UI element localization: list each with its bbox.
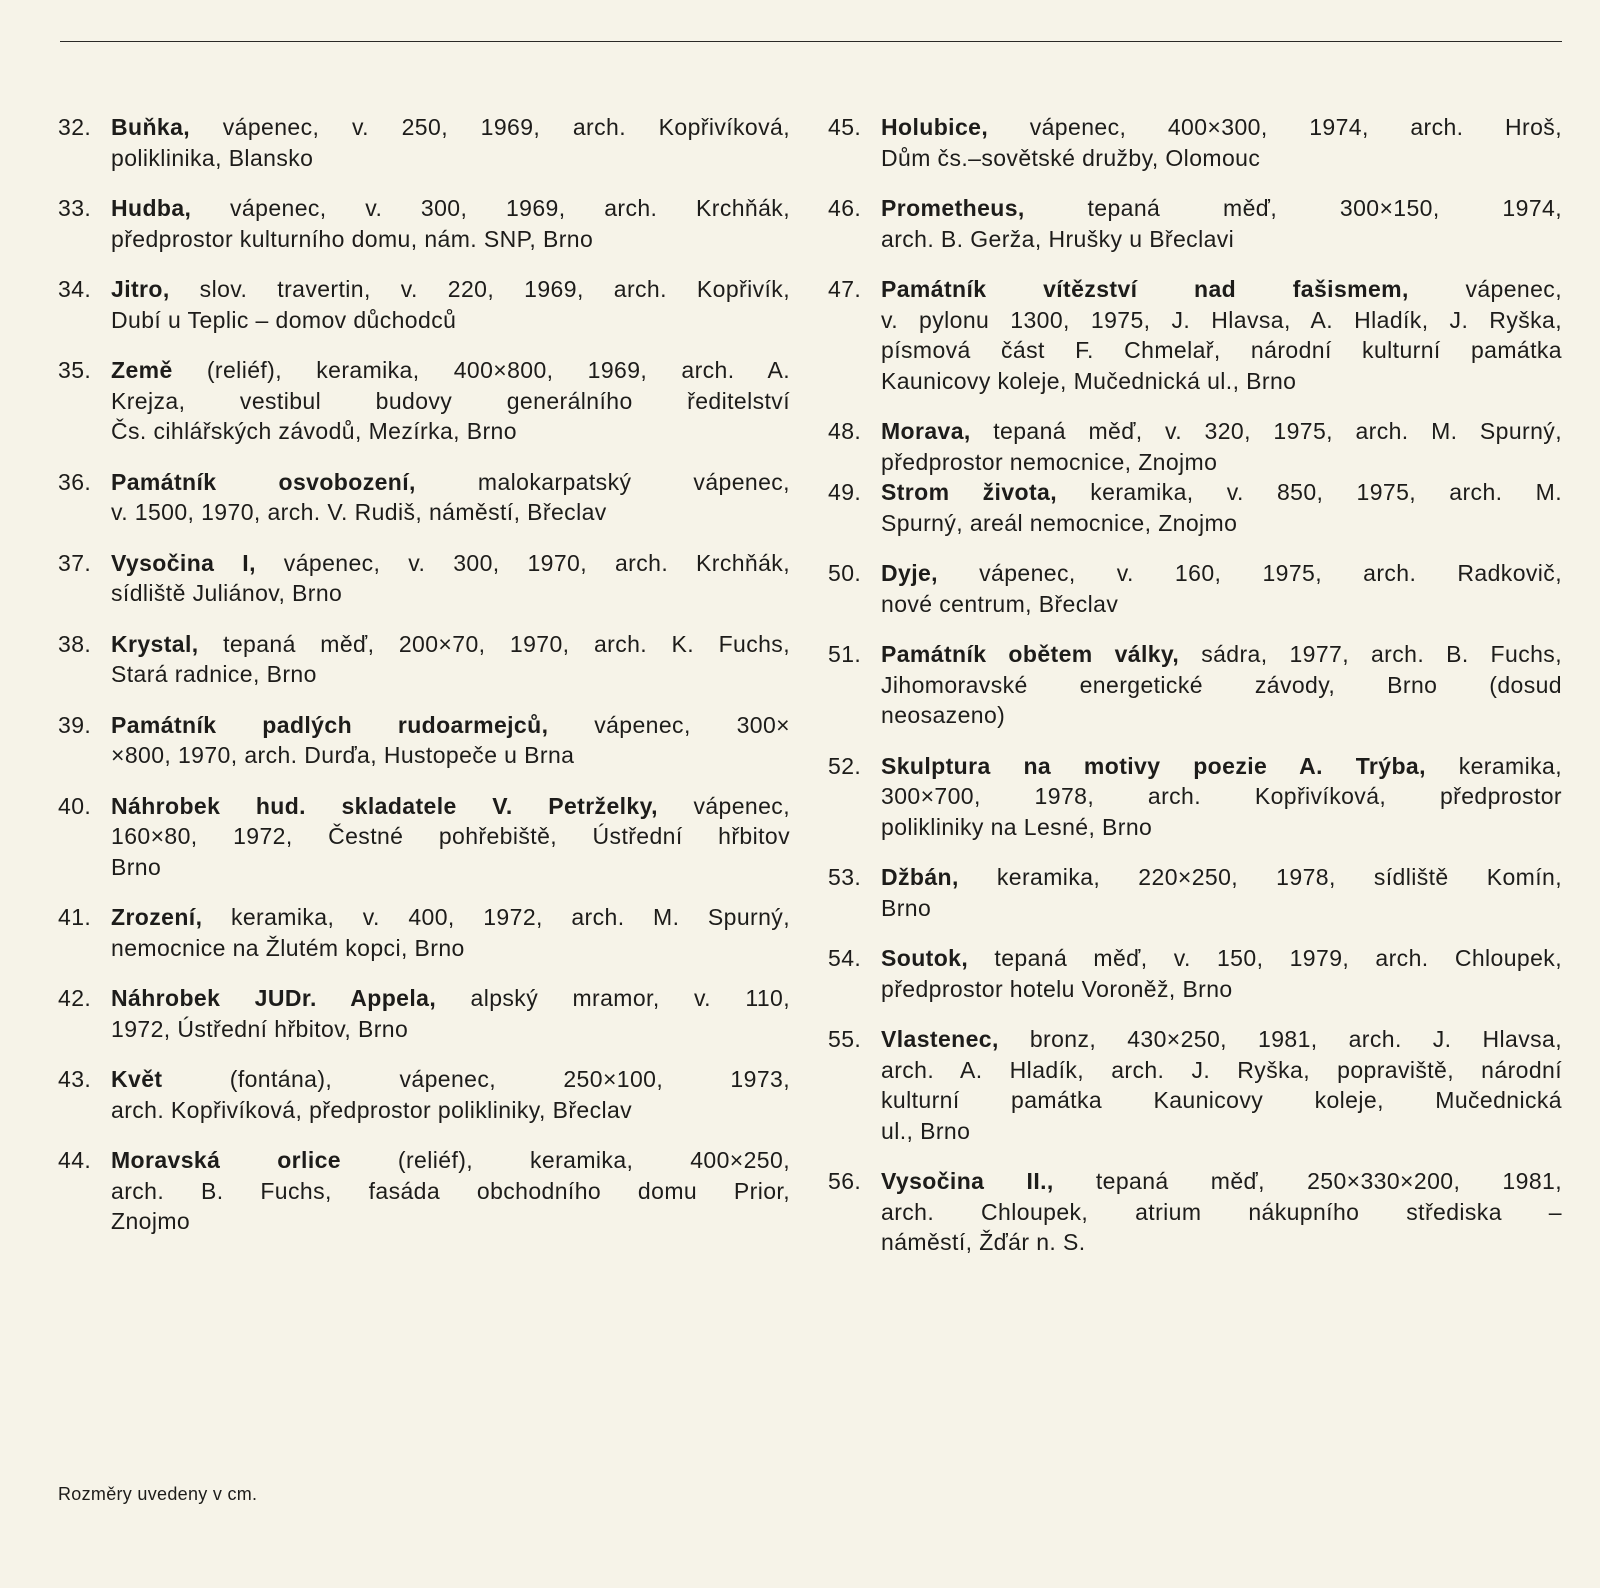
entry-text: alpský mramor, v. 110, bbox=[470, 985, 791, 1011]
entry-title: Hudba, bbox=[111, 195, 192, 221]
entry-line bbox=[881, 862, 1562, 893]
entry-text: vápenec, 400×300, 1974, arch. Hroš, bbox=[1029, 114, 1562, 140]
entry-line bbox=[881, 1085, 1562, 1116]
entry-line bbox=[881, 670, 1562, 701]
entry-line bbox=[881, 224, 1562, 255]
entry-title: Květ bbox=[111, 1066, 163, 1092]
entry-text: arch. Kopřivíková, předprostor polikliniky, Břeclav bbox=[111, 1096, 633, 1123]
entry-title: Prometheus, bbox=[881, 195, 1025, 221]
entry-text: tepaná měď, 200×70, 1970, arch. K. Fuchs, bbox=[223, 630, 790, 657]
entry-text: tepaná měď, v. 320, 1975, arch. M. Spurný, bbox=[993, 418, 1562, 444]
entry-number: 51. bbox=[828, 641, 862, 667]
entry-text: vápenec, v. 300, 1970, arch. Krchňák, bbox=[283, 549, 790, 576]
entry-text: sádra, 1977, arch. B. Fuchs, bbox=[1201, 641, 1562, 667]
entry-number: 45. bbox=[828, 114, 862, 140]
entry-number: 35. bbox=[58, 357, 92, 383]
catalog-entry bbox=[828, 943, 1562, 1004]
entry-line bbox=[881, 112, 1562, 143]
entry-line bbox=[111, 933, 790, 964]
entry-line bbox=[111, 629, 790, 660]
catalog-entry bbox=[828, 416, 1562, 477]
entry-number: 47. bbox=[828, 276, 862, 302]
entry-title: Památník obětem války, bbox=[881, 641, 1180, 667]
entry-number: 42. bbox=[58, 985, 92, 1011]
entry-title: Džbán, bbox=[881, 864, 959, 890]
entry-line bbox=[881, 193, 1562, 224]
entry-line bbox=[881, 366, 1562, 397]
entry-line bbox=[111, 143, 790, 174]
entry-text: nemocnice na Žlutém kopci, Brno bbox=[111, 934, 465, 961]
entry-text: Dubí u Teplic – domov důchodců bbox=[111, 306, 457, 333]
entry-text: vápenec, bbox=[1465, 276, 1562, 302]
entry-line bbox=[881, 335, 1562, 366]
entry-line bbox=[111, 1206, 790, 1237]
entry-line bbox=[111, 1064, 790, 1095]
entry-title: Vysočina I, bbox=[111, 549, 256, 576]
entry-number: 32. bbox=[58, 114, 92, 140]
entry-text: náměstí, Žďár n. S. bbox=[881, 1229, 1086, 1255]
catalog-entry bbox=[828, 193, 1562, 254]
catalog-entry bbox=[58, 1145, 790, 1237]
entry-line bbox=[111, 112, 790, 143]
entry-text: malokarpatský vápenec, bbox=[477, 468, 790, 495]
entry-title: Náhrobek JUDr. Appela, bbox=[111, 985, 437, 1011]
right-column bbox=[828, 112, 1562, 1278]
entry-title: Vysočina II., bbox=[881, 1168, 1054, 1194]
entry-text: slov. travertin, v. 220, 1969, arch. Kopřivík, bbox=[199, 276, 790, 302]
entry-number: 48. bbox=[828, 418, 862, 444]
footnote: Rozměry uvedeny v cm. bbox=[58, 1484, 258, 1504]
entry-line bbox=[111, 578, 790, 609]
entry-line bbox=[111, 548, 790, 579]
entry-text: ×800, 1970, arch. Durďa, Hustopeče u Brna bbox=[111, 742, 575, 768]
entry-number: 54. bbox=[828, 945, 862, 971]
catalog-entry bbox=[58, 193, 790, 254]
entry-number: 55. bbox=[828, 1026, 862, 1052]
entry-number: 37. bbox=[58, 549, 92, 576]
entry-line bbox=[881, 1197, 1562, 1228]
entry-text: 160×80, 1972, Čestné pohřebiště, Ústřední hřbitov bbox=[111, 823, 790, 849]
entry-text: tepaná měď, 300×150, 1974, bbox=[1087, 195, 1562, 221]
entry-text: předprostor kulturního domu, nám. SNP, Brno bbox=[111, 225, 594, 252]
entry-text: Brno bbox=[111, 853, 162, 880]
entry-title: Morava, bbox=[881, 418, 971, 444]
entry-line bbox=[111, 305, 790, 336]
entry-text: Krejza, vestibul budovy generálního ředitelství bbox=[111, 387, 790, 414]
entry-text: vápenec, v. 300, 1969, arch. Krchňák, bbox=[230, 195, 790, 221]
entry-line bbox=[111, 1176, 790, 1207]
entry-line bbox=[111, 1014, 790, 1045]
entry-number: 41. bbox=[58, 904, 92, 930]
entry-number: 53. bbox=[828, 864, 862, 890]
entry-title: Země bbox=[111, 357, 173, 383]
entry-line bbox=[881, 893, 1562, 924]
entry-text: arch. B. Fuchs, fasáda obchodního domu Prior, bbox=[111, 1177, 790, 1204]
entry-number: 39. bbox=[58, 711, 92, 738]
entry-title: Holubice, bbox=[881, 114, 989, 140]
entry-line bbox=[111, 659, 790, 690]
entry-number: 36. bbox=[58, 468, 92, 495]
entry-line bbox=[111, 497, 790, 528]
entry-text: nové centrum, Břeclav bbox=[881, 590, 1119, 617]
catalog-entry bbox=[58, 112, 790, 173]
entry-title: Jitro, bbox=[111, 276, 170, 302]
entry-text: vápenec, 300× bbox=[594, 711, 790, 738]
catalog-entry bbox=[828, 274, 1562, 396]
entry-text: v. 1500, 1970, arch. V. Rudiš, náměstí, Břeclav bbox=[111, 499, 607, 525]
entry-line bbox=[111, 416, 790, 447]
entry-text: keramika, bbox=[1458, 752, 1562, 779]
entry-text: písmová část F. Chmelař, národní kulturní památka bbox=[881, 337, 1562, 363]
entry-text: ul., Brno bbox=[881, 1117, 971, 1144]
entry-number: 44. bbox=[58, 1147, 92, 1173]
entry-title: Dyje, bbox=[881, 560, 938, 586]
entry-text: tepaná měď, v. 150, 1979, arch. Chloupek, bbox=[994, 945, 1562, 971]
entry-text: v. pylonu 1300, 1975, J. Hlavsa, A. Hladík, J. Ryška, bbox=[881, 306, 1562, 333]
entry-line bbox=[111, 821, 790, 852]
entry-line bbox=[111, 710, 790, 741]
entry-text: Brno bbox=[881, 894, 932, 921]
entry-text: arch. Chloupek, atrium nákupního střediska – bbox=[881, 1198, 1562, 1225]
catalog-entry bbox=[58, 355, 790, 447]
entry-line bbox=[881, 416, 1562, 447]
entry-title: Strom života, bbox=[881, 479, 1058, 505]
entry-line bbox=[881, 508, 1562, 539]
entry-line bbox=[881, 700, 1562, 731]
catalog-entry bbox=[828, 1166, 1562, 1258]
entry-line bbox=[881, 639, 1562, 670]
entry-number: 56. bbox=[828, 1168, 862, 1194]
entry-title: Buňka, bbox=[111, 114, 191, 140]
left-column bbox=[58, 112, 790, 1257]
catalog-entry bbox=[828, 477, 1562, 538]
entry-number: 33. bbox=[58, 195, 92, 221]
entry-title: Památník osvobození, bbox=[111, 468, 416, 495]
entry-text: Jihomoravské energetické závody, Brno (dosud bbox=[881, 671, 1562, 698]
entry-text: bronz, 430×250, 1981, arch. J. Hlavsa, bbox=[1029, 1026, 1562, 1052]
entry-text: 300×700, 1978, arch. Kopřivíková, předprostor bbox=[881, 783, 1562, 809]
entry-text: (fontána), vápenec, 250×100, 1973, bbox=[229, 1066, 790, 1092]
entry-line bbox=[881, 1166, 1562, 1197]
entry-line bbox=[881, 1024, 1562, 1055]
entry-text: Kaunicovy koleje, Mučednická ul., Brno bbox=[881, 367, 1297, 394]
entry-text: arch. A. Hladík, arch. J. Ryška, popraviště, národní bbox=[881, 1056, 1562, 1083]
entry-line bbox=[111, 224, 790, 255]
entry-number: 38. bbox=[58, 630, 92, 657]
entry-line bbox=[881, 751, 1562, 782]
entry-title: Soutok, bbox=[881, 945, 969, 971]
entry-text: (reliéf), keramika, 400×800, 1969, arch. A. bbox=[206, 357, 790, 383]
entry-line bbox=[111, 983, 790, 1014]
catalog-entry bbox=[828, 639, 1562, 731]
entry-text: keramika, 220×250, 1978, sídliště Komín, bbox=[996, 864, 1562, 890]
entry-title: Náhrobek hud. skladatele V. Petrželky, bbox=[111, 792, 658, 819]
entry-line bbox=[881, 558, 1562, 589]
entry-line bbox=[111, 791, 790, 822]
entry-line bbox=[881, 447, 1562, 478]
entry-line bbox=[881, 1055, 1562, 1086]
catalog-entry bbox=[58, 1064, 790, 1125]
entry-text: kulturní památka Kaunicovy koleje, Mučednická bbox=[881, 1087, 1562, 1113]
entry-line bbox=[111, 1095, 790, 1126]
catalog-entry bbox=[58, 274, 790, 335]
entry-line bbox=[881, 974, 1562, 1005]
entry-number: 43. bbox=[58, 1066, 92, 1092]
entry-text: tepaná měď, 250×330×200, 1981, bbox=[1095, 1168, 1562, 1194]
entry-text: vápenec, v. 160, 1975, arch. Radkovič, bbox=[979, 560, 1562, 586]
entry-line bbox=[111, 1145, 790, 1176]
entry-line bbox=[881, 143, 1562, 174]
entry-title: Krystal, bbox=[111, 630, 199, 657]
catalog-entry bbox=[58, 467, 790, 528]
catalog-entry bbox=[828, 862, 1562, 923]
entry-line bbox=[111, 852, 790, 883]
entry-text: (reliéf), keramika, 400×250, bbox=[397, 1147, 790, 1173]
entry-title: Zrození, bbox=[111, 904, 203, 930]
entry-line bbox=[881, 1116, 1562, 1147]
entry-title: Památník vítězství nad fašismem, bbox=[881, 276, 1409, 302]
entry-title: Památník padlých rudoarmejců, bbox=[111, 711, 549, 738]
entry-text: 1972, Ústřední hřbitov, Brno bbox=[111, 1015, 409, 1042]
catalog-entry bbox=[58, 710, 790, 771]
entry-text: vápenec, bbox=[693, 792, 790, 819]
entry-number: 50. bbox=[828, 560, 862, 586]
catalog-entry bbox=[828, 751, 1562, 843]
catalog-entry bbox=[828, 112, 1562, 173]
catalog-entry bbox=[58, 983, 790, 1044]
entry-text: Znojmo bbox=[111, 1208, 191, 1234]
entry-line bbox=[881, 781, 1562, 812]
entry-text: neosazeno) bbox=[881, 702, 1006, 728]
catalog-entry bbox=[828, 558, 1562, 619]
entry-line bbox=[111, 902, 790, 933]
entry-line bbox=[881, 274, 1562, 305]
top-rule bbox=[60, 41, 1562, 42]
entry-text: arch. B. Gerža, Hrušky u Břeclavi bbox=[881, 225, 1235, 252]
entry-line bbox=[881, 1227, 1562, 1258]
catalog-entry bbox=[828, 1024, 1562, 1146]
entry-line bbox=[111, 274, 790, 305]
entry-number: 40. bbox=[58, 792, 92, 819]
entry-text: Spurný, areál nemocnice, Znojmo bbox=[881, 509, 1238, 536]
entry-text: poliklinika, Blansko bbox=[111, 144, 314, 171]
entry-line bbox=[111, 355, 790, 386]
entry-number: 52. bbox=[828, 752, 862, 779]
entry-text: Stará radnice, Brno bbox=[111, 661, 317, 687]
entry-number: 34. bbox=[58, 276, 92, 302]
catalog-entry bbox=[58, 902, 790, 963]
entry-line bbox=[111, 193, 790, 224]
entry-number: 49. bbox=[828, 479, 862, 505]
entry-text: polikliniky na Lesné, Brno bbox=[881, 813, 1153, 840]
entry-text: keramika, v. 850, 1975, arch. M. bbox=[1090, 479, 1562, 505]
entry-line bbox=[111, 386, 790, 417]
entry-text: Čs. cihlářských závodů, Mezírka, Brno bbox=[111, 418, 517, 444]
catalog-entry bbox=[58, 791, 790, 883]
catalog-entry bbox=[58, 548, 790, 609]
entry-text: Dům čs.–sovětské družby, Olomouc bbox=[881, 144, 1261, 171]
entry-text: předprostor nemocnice, Znojmo bbox=[881, 448, 1218, 475]
entry-line bbox=[111, 740, 790, 771]
entry-title: Vlastenec, bbox=[881, 1026, 999, 1052]
entry-text: vápenec, v. 250, 1969, arch. Kopřivíková, bbox=[222, 114, 791, 140]
entry-line bbox=[111, 467, 790, 498]
entry-text: keramika, v. 400, 1972, arch. M. Spurný, bbox=[230, 904, 791, 930]
entry-line bbox=[881, 305, 1562, 336]
entry-line bbox=[881, 589, 1562, 620]
entry-title: Moravská orlice bbox=[111, 1147, 341, 1173]
entry-text: předprostor hotelu Voroněž, Brno bbox=[881, 975, 1233, 1002]
entry-title: Skulptura na motivy poezie A. Trýba, bbox=[881, 752, 1426, 779]
entry-text: sídliště Juliánov, Brno bbox=[111, 580, 343, 606]
entry-number: 46. bbox=[828, 195, 862, 221]
entry-line bbox=[881, 943, 1562, 974]
entry-line bbox=[881, 477, 1562, 508]
entry-line bbox=[881, 812, 1562, 843]
catalog-entry bbox=[58, 629, 790, 690]
